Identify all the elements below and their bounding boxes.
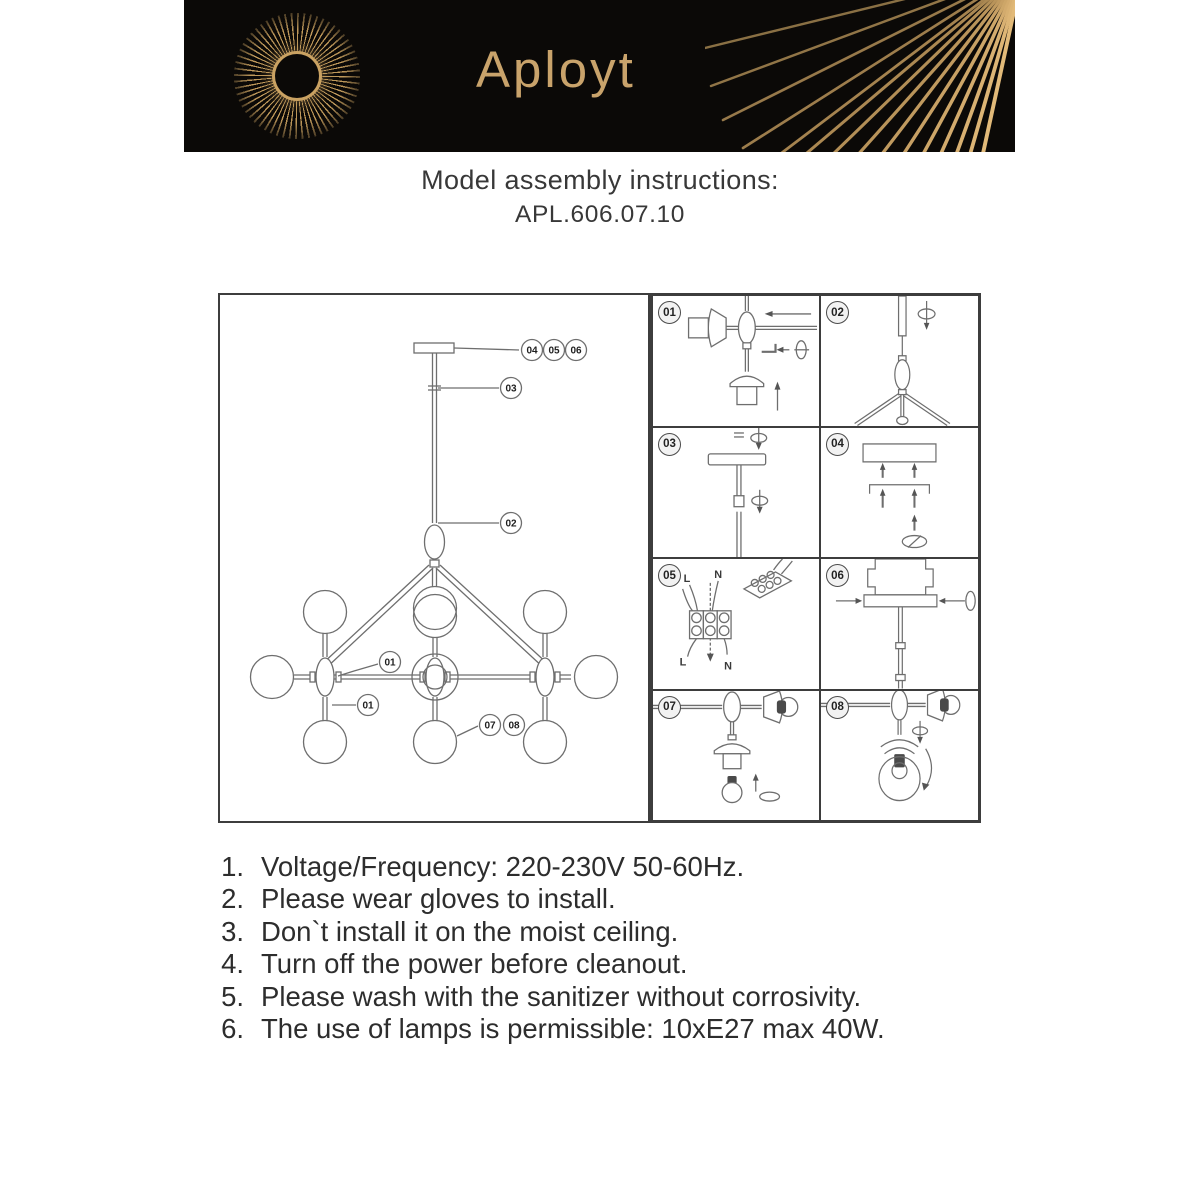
instruction-item-3 bbox=[204, 916, 1034, 948]
svg-text:03: 03 bbox=[505, 383, 517, 395]
page-title: Model assembly instructions: bbox=[421, 165, 779, 195]
wire-label-neutral-bottom: N bbox=[724, 660, 733, 673]
callout-02 bbox=[501, 513, 522, 534]
title-block bbox=[0, 165, 1200, 229]
instructions-list bbox=[204, 851, 1034, 1045]
callout-01-arm bbox=[380, 652, 401, 673]
svg-text:05: 05 bbox=[548, 345, 560, 357]
panel-07-number: 07 bbox=[658, 696, 681, 719]
svg-text:02: 02 bbox=[505, 518, 517, 530]
instruction-text: Please wear gloves to install. bbox=[261, 883, 616, 915]
model-number: APL.606.07.10 bbox=[515, 201, 685, 228]
panel-01-number: 01 bbox=[658, 301, 681, 324]
svg-text:07: 07 bbox=[484, 720, 496, 732]
assembly-steps-grid bbox=[650, 293, 981, 823]
wire-label-live-top: L bbox=[683, 572, 691, 585]
callout-01-stem bbox=[358, 695, 379, 716]
instruction-item-5 bbox=[204, 981, 1034, 1013]
panel-04-number: 04 bbox=[826, 433, 849, 456]
panel-04 bbox=[820, 427, 979, 559]
svg-text:04: 04 bbox=[526, 345, 538, 357]
svg-text:01: 01 bbox=[384, 657, 396, 669]
panel-07 bbox=[652, 690, 820, 822]
callout-07-08 bbox=[480, 715, 525, 736]
panel-03 bbox=[652, 427, 820, 559]
svg-text:01: 01 bbox=[362, 700, 374, 712]
callout-04-05-06 bbox=[522, 340, 587, 361]
callout-03 bbox=[501, 378, 522, 399]
brand-banner bbox=[184, 0, 1015, 152]
panel-06 bbox=[820, 558, 979, 690]
instruction-item-4 bbox=[204, 948, 1034, 980]
panel-05-number: 05 bbox=[658, 564, 681, 587]
brand-wordmark: Aployt bbox=[476, 41, 636, 98]
instruction-number: 4. bbox=[221, 948, 244, 980]
instruction-item-2 bbox=[204, 883, 1034, 915]
instruction-item-1 bbox=[204, 851, 1034, 883]
instruction-number: 2. bbox=[221, 883, 244, 915]
brand-logo-starburst-icon bbox=[234, 13, 360, 139]
instruction-text: Voltage/Frequency: 220-230V 50-60Hz. bbox=[261, 851, 745, 882]
instruction-item-6 bbox=[204, 1013, 1034, 1045]
canopy bbox=[414, 343, 454, 353]
chandelier-diagram bbox=[220, 295, 648, 821]
chandelier-diagram-box bbox=[218, 293, 650, 823]
svg-text:06: 06 bbox=[570, 345, 582, 357]
instruction-text: Please wash with the sanitizer without corrosivity. bbox=[261, 980, 862, 1012]
instruction-number: 5. bbox=[221, 980, 244, 1012]
instruction-text: Don`t install it on the moist ceiling. bbox=[261, 915, 679, 947]
panel-03-number: 03 bbox=[658, 433, 681, 456]
svg-text:08: 08 bbox=[508, 720, 520, 732]
panel-02-number: 02 bbox=[826, 301, 849, 324]
panel-01 bbox=[652, 295, 820, 427]
panel-08-number: 08 bbox=[826, 696, 849, 719]
wire-label-live-bottom: L bbox=[679, 656, 687, 669]
instruction-number: 6. bbox=[221, 1013, 244, 1045]
banner-rays-decoration bbox=[705, 0, 1015, 152]
panel-06-number: 06 bbox=[826, 564, 849, 587]
wire-label-neutral-top: N bbox=[714, 568, 723, 581]
panel-08 bbox=[820, 690, 979, 822]
starburst-core bbox=[275, 54, 319, 98]
instruction-number: 3. bbox=[221, 915, 244, 947]
panel-02 bbox=[820, 295, 979, 427]
instruction-text: The use of lamps is permissible: 10xE27 max 40W. bbox=[261, 1013, 885, 1045]
instruction-number: 1. bbox=[221, 851, 244, 882]
instruction-text: Turn off the power before cleanout. bbox=[261, 948, 688, 980]
panel-05 bbox=[652, 558, 820, 690]
